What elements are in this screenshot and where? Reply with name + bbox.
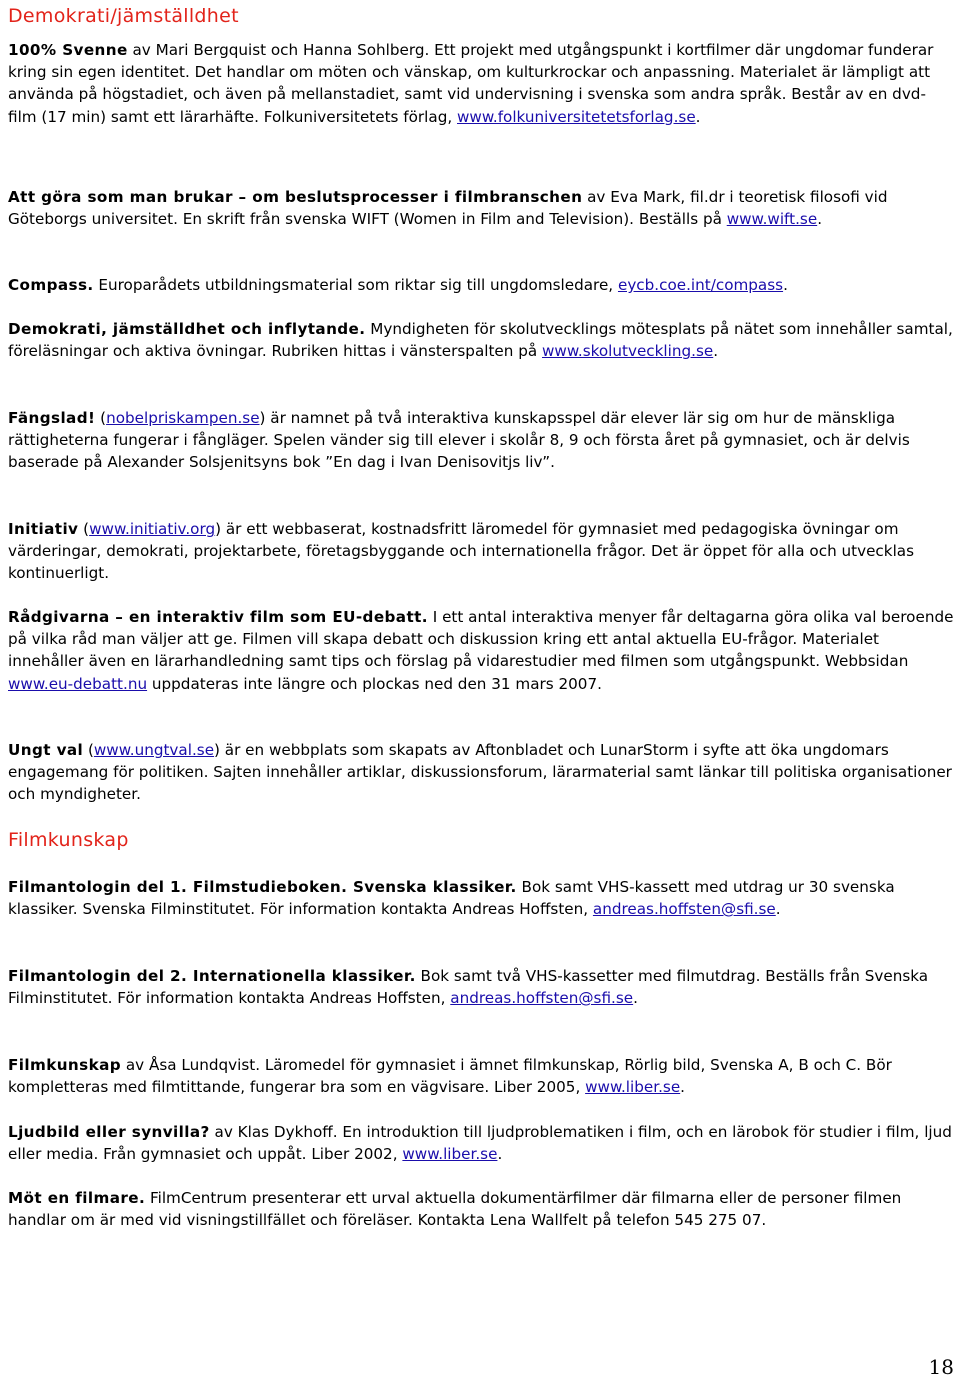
- section-heading-demokrati: Demokrati/jämställdhet: [8, 5, 239, 27]
- link-folkuniversitetet[interactable]: www.folkuniversitetetsforlag.se: [457, 107, 696, 126]
- entry-title: Demokrati, jämställdhet och inflytande.: [8, 320, 366, 338]
- entry-title: Ungt val: [8, 741, 84, 759]
- page-number: 18: [928, 1355, 954, 1379]
- link-skolutveckling[interactable]: www.skolutveckling.se: [542, 342, 714, 361]
- link-liber[interactable]: www.liber.se: [402, 1145, 498, 1164]
- entry-title: Rådgivarna – en interaktiv film som EU-debatt.: [8, 608, 428, 626]
- entry-filmantologin-del-2: Filmantologin del 2. Internationella klassiker. Bok samt två VHS-kassetter med filmutdrag. Beställs från Svenska Filminstitutet. För information kontakta Andreas Hoffsten, andreas.hoffsten@sfi.se.: [8, 967, 929, 1008]
- entry-filmkunskap: Filmkunskap av Åsa Lundqvist. Läromedel för gymnasiet i ämnet filmkunskap, Rörlig bild, Svenska A, B och C. Bör kompletteras med filmtittande, fungerar bra som en vägvisare. Liber 2005, www.liber.se.: [8, 1056, 892, 1097]
- entry-demokrati-jamstalldhet: Demokrati, jämställdhet och inflytande. Myndigheten för skolutvecklings mötesplats på nätet som innehåller samtal, föreläsningar och aktiva övningar. Rubriken hittas i vänsterspalten på www.skolutveckling.se.: [8, 320, 953, 361]
- entry-title: Filmkunskap: [8, 1056, 121, 1074]
- entry-compass: Compass. Europarådets utbildningsmaterial som riktar sig till ungdomsledare, eycb.coe.int/compass.: [8, 276, 788, 294]
- link-initiativ[interactable]: www.initiativ.org: [89, 520, 216, 538]
- link-nobelpriskampen[interactable]: nobelpriskampen.se: [106, 409, 260, 427]
- entry-radgivarna: Rådgivarna – en interaktiv film som EU-debatt. I ett antal interaktiva menyer får deltagarna göra olika val beroende på vilka råd man väljer att ge. Filmen vill skapa debatt och diskussion kring ett antal aktuella EU-frågor. Materialet innehåller även en lärarhandledning samt tips och förslag på vidarestudier med filmen som utgångspunkt. Webbsidan www.eu-debatt.nu uppdateras inte längre och plockas ned den 31 mars 2007.: [8, 608, 954, 693]
- entry-ungt-val: Ungt val (www.ungtval.se) är en webbplats som skapats av Aftonbladet och LunarStorm i syfte att öka ungdomars engagemang för politiken. Sajten innehåller artiklar, diskussionsforum, lärarmaterial samt länkar till politiska organisationer och myndigheter.: [8, 741, 952, 804]
- link-compass[interactable]: eycb.coe.int/compass: [617, 276, 784, 294]
- link-liber[interactable]: www.liber.se: [585, 1078, 681, 1097]
- entry-att-gora-som-man-brukar: Att göra som man brukar – om beslutsprocesser i filmbranschen av Eva Mark, fil.dr i teoretisk filosofi vid Göteborgs universitet. En skrift från svenska WIFT (Women in Film and Television). Beställs på www.wift.se.: [8, 188, 888, 229]
- link-eu-debatt[interactable]: www.eu-debatt.nu: [8, 674, 148, 693]
- link-wift[interactable]: www.wift.se: [726, 210, 818, 229]
- link-email-hoffsten[interactable]: andreas.hoffsten@sfi.se: [450, 989, 634, 1008]
- entry-title: Möt en filmare.: [8, 1189, 146, 1207]
- entry-title: 100% Svenne: [8, 41, 128, 59]
- entry-fangslad: Fängslad! (nobelpriskampen.se) är namnet på två interaktiva kunskapsspel där elever lär sig om hur de mänskliga rättigheterna fungerar i fångläger. Spelen vänder sig till elever i skolår 8, 9 och första året på gymnasiet, och är delvis baserade på Alexander Solsjenitsyns bok ”En dag i Ivan Denisovitjs liv”.: [8, 409, 910, 472]
- link-email-hoffsten[interactable]: andreas.hoffsten@sfi.se: [592, 900, 776, 919]
- entry-100-svenne: 100% Svenne av Mari Bergquist och Hanna Sohlberg. Ett projekt med utgångspunkt i kortfilmer där ungdomar funderar kring sin egen identitet. Det handlar om möten och vänskap, om kulturkrockar och anpassning. Materialet är lämpligt att använda på högstadiet, och även på mellanstadiet, samt vid undervisning i svenska som andra språk. Består av en dvd-film (17 min) samt ett lärarhäfte. Folkuniversitetets förlag, www.folkuniversitetetsforlag.se.: [8, 41, 934, 126]
- link-ungtval[interactable]: www.ungtval.se: [93, 741, 215, 759]
- entry-title: Att göra som man brukar – om beslutsprocesser i filmbranschen: [8, 188, 583, 206]
- entry-title: Fängslad!: [8, 409, 96, 427]
- entry-mot-en-filmare: Möt en filmare. FilmCentrum presenterar ett urval aktuella dokumentärfilmer där filmarna eller de personer filmen handlar om är med vid visningstillfället och föreläser. Kontakta Lena Wallfelt på telefon 545 275 07.: [8, 1189, 902, 1230]
- section-heading-filmkunskap: Filmkunskap: [8, 829, 129, 851]
- entry-title: Initiativ: [8, 520, 79, 538]
- entry-title: Ljudbild eller synvilla?: [8, 1123, 210, 1141]
- entry-initiativ: Initiativ (www.initiativ.org) är ett webbaserat, kostnadsfritt läromedel för gymnasiet med pedagogiska övningar om värderingar, demokrati, projektarbete, företagsbyggande och internationella frågor. Det är öppet för alla och utvecklas kontinuerligt.: [8, 520, 915, 583]
- entry-title: Compass.: [8, 276, 94, 294]
- entry-title: Filmantologin del 2. Internationella klassiker.: [8, 967, 416, 985]
- entry-ljudbild: Ljudbild eller synvilla? av Klas Dykhoff. En introduktion till ljudproblematiken i film, och en lärobok för studier i film, ljud eller media. Från gymnasiet och uppåt. Liber 2002, www.liber.se.: [8, 1123, 952, 1164]
- entry-filmantologin-del-1: Filmantologin del 1. Filmstudieboken. Svenska klassiker. Bok samt VHS-kassett med utdrag ur 30 svenska klassiker. Svenska Filminstitutet. För information kontakta Andreas Hoffsten, andreas.hoffsten@sfi.se.: [8, 878, 895, 919]
- entry-title: Filmantologin del 1. Filmstudieboken. Svenska klassiker.: [8, 878, 517, 896]
